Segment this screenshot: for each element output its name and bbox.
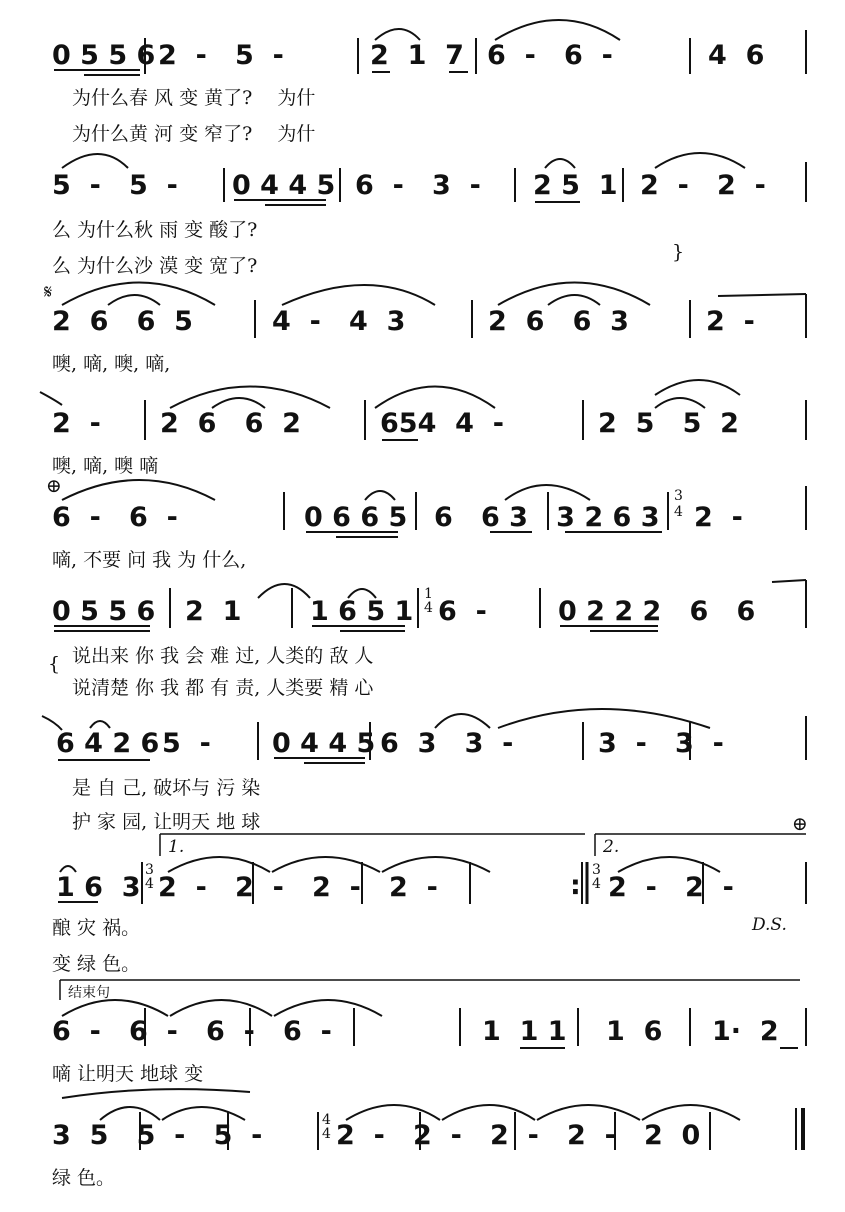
- svg-text:1: 1: [424, 586, 433, 602]
- svg-text:0 6 6 5: 0 6 6 5: [304, 502, 408, 533]
- svg-text:2 - 2 - 2 - 2 - 2: 2 - 2 - 2 - 2 - 2 0: [336, 1120, 701, 1151]
- volta-1: 1.: [168, 837, 185, 857]
- svg-text:0 2 2 2 6 6: 0 2 2 2 6 6: [558, 596, 756, 627]
- svg-text:2 1: 2 1: [185, 596, 242, 627]
- svg-text:3 5 5 - 5 -: 3 5 5 - 5 -: [52, 1120, 263, 1151]
- svg-text:4: 4: [322, 1112, 331, 1128]
- svg-text:2 1 7: 2 1 7: [370, 40, 464, 71]
- svg-text:4: 4: [424, 600, 433, 616]
- svg-text:2 6 6 2: 2 6 6 2: [160, 408, 301, 439]
- lyric-line: 说出来 你 我 会 难 过, 人类的 敌 人: [72, 645, 374, 667]
- lyric-line: 噢, 嘀, 噢 嘀: [52, 455, 159, 477]
- svg-text:6 -: 6 -: [438, 596, 487, 627]
- segno-icon: 𝄋: [44, 281, 53, 303]
- svg-text:{: {: [48, 653, 61, 675]
- svg-text:1 6 3: 1 6 3: [56, 872, 141, 903]
- svg-text:6 - 6 -: 6 - 6 -: [487, 40, 613, 71]
- svg-text:2 6 6 5: 2 6 6 5: [52, 306, 193, 337]
- svg-text:6 - 3 -: 6 - 3 -: [355, 170, 481, 201]
- lyric-line: 酿 灾 祸。: [52, 917, 141, 939]
- system-1: [52, 20, 806, 145]
- svg-text:4: 4: [592, 876, 601, 892]
- svg-text:2 - 5 -: 2 - 5 -: [158, 40, 284, 71]
- lyric-line: 护 家 园, 让明天 地 球: [72, 811, 261, 833]
- system-3: [44, 281, 806, 375]
- brace-right: }: [672, 241, 685, 263]
- lyric-line: 嘀, 不要 问 我 为 什么,: [52, 549, 247, 571]
- lyric-line: 嘀 让明天 地球 变: [52, 1063, 204, 1085]
- system-2: [52, 153, 806, 277]
- system-10: [52, 1089, 803, 1189]
- svg-text:6 6 3 3 2 6 3: 6 6 3 3 2 6 3: [434, 502, 660, 533]
- svg-text:654 4 -: 654 4 -: [380, 408, 504, 439]
- svg-text:4 - 4 3: 4 - 4 3: [272, 306, 406, 337]
- svg-text:1· 2: 1· 2: [712, 1016, 779, 1047]
- svg-text:3 - 3 -: 3 - 3 -: [598, 728, 724, 759]
- svg-text:0 5 5 6: 0 5 5 6: [52, 596, 156, 627]
- svg-text:3: 3: [674, 488, 683, 504]
- notes-0556: 0 5 5 6: [52, 40, 156, 71]
- system-4: [40, 380, 806, 477]
- svg-text:2 -: 2 -: [52, 408, 101, 439]
- coda-icon: ⊕: [46, 475, 62, 497]
- lyric-line: 绿 色。: [52, 1167, 116, 1189]
- svg-text:2 -: 2 -: [706, 306, 755, 337]
- svg-text:5 - 5 -: 5 - 5 -: [52, 170, 178, 201]
- svg-text:6 4 2 6: 6 4 2 6: [56, 728, 160, 759]
- lyric-line: 么 为什么沙 漠 变 宽了?: [52, 255, 258, 277]
- lyric-line: 变 绿 色。: [52, 953, 141, 975]
- svg-text:0 4 4 5: 0 4 4 5: [232, 170, 336, 201]
- svg-text:2 - 2 -: 2 - 2 -: [640, 170, 766, 201]
- svg-text:6 - 6 -: 6 - 6 -: [52, 502, 178, 533]
- system-8: [52, 813, 808, 975]
- svg-text:4: 4: [674, 504, 683, 520]
- svg-text:1 1 1: 1 1 1: [482, 1016, 567, 1047]
- svg-text:1 6 5 1: 1 6 5 1: [310, 596, 414, 627]
- volta-2: 2.: [603, 837, 620, 857]
- svg-text:5 -: 5 -: [162, 728, 211, 759]
- svg-text:1 6: 1 6: [606, 1016, 663, 1047]
- lyric-line: 说清楚 你 我 都 有 责, 人类要 精 心: [72, 677, 374, 699]
- svg-text:2 - 2 -: 2 - 2 -: [608, 872, 734, 903]
- lyric-line: 为什么黄 河 变 窄了? 为什: [72, 123, 316, 145]
- svg-text:2 5 5 2: 2 5 5 2: [598, 408, 739, 439]
- svg-text::: :: [570, 870, 581, 901]
- svg-text:2 6 6 3: 2 6 6 3: [488, 306, 629, 337]
- lyric-line: 是 自 己, 破坏与 污 染: [72, 777, 261, 799]
- svg-text:0 4 4 5: 0 4 4 5: [272, 728, 376, 759]
- svg-text:⊕: ⊕: [792, 813, 808, 835]
- svg-text:2 - 2 - 2 - 2 -: 2 - 2 - 2 - 2 -: [158, 872, 438, 903]
- svg-text:6 3 3 -: 6 3 3 -: [380, 728, 514, 759]
- svg-text:2 -: 2 -: [694, 502, 743, 533]
- svg-text:2 5 1: 2 5 1: [533, 170, 618, 201]
- svg-text:4: 4: [145, 876, 154, 892]
- svg-text:4 6: 4 6: [708, 40, 765, 71]
- system-6: [48, 580, 806, 699]
- svg-text:4: 4: [322, 1126, 331, 1142]
- ending-label: 结束句: [68, 985, 110, 1001]
- system-7: [42, 709, 806, 833]
- svg-text:3: 3: [145, 862, 154, 878]
- system-5: [46, 475, 806, 571]
- lyric-line: 噢, 嘀, 噢, 嘀,: [52, 353, 171, 375]
- svg-text:6 - 6 - 6 - 6 -: 6 - 6 - 6 - 6 -: [52, 1016, 332, 1047]
- svg-text:3: 3: [592, 862, 601, 878]
- lyric-line: 么 为什么秋 雨 变 酸了?: [52, 219, 258, 241]
- ds-mark: D.S.: [752, 915, 787, 935]
- lyric-line: 为什么春 风 变 黄了? 为什: [72, 87, 316, 109]
- system-9: [52, 980, 806, 1085]
